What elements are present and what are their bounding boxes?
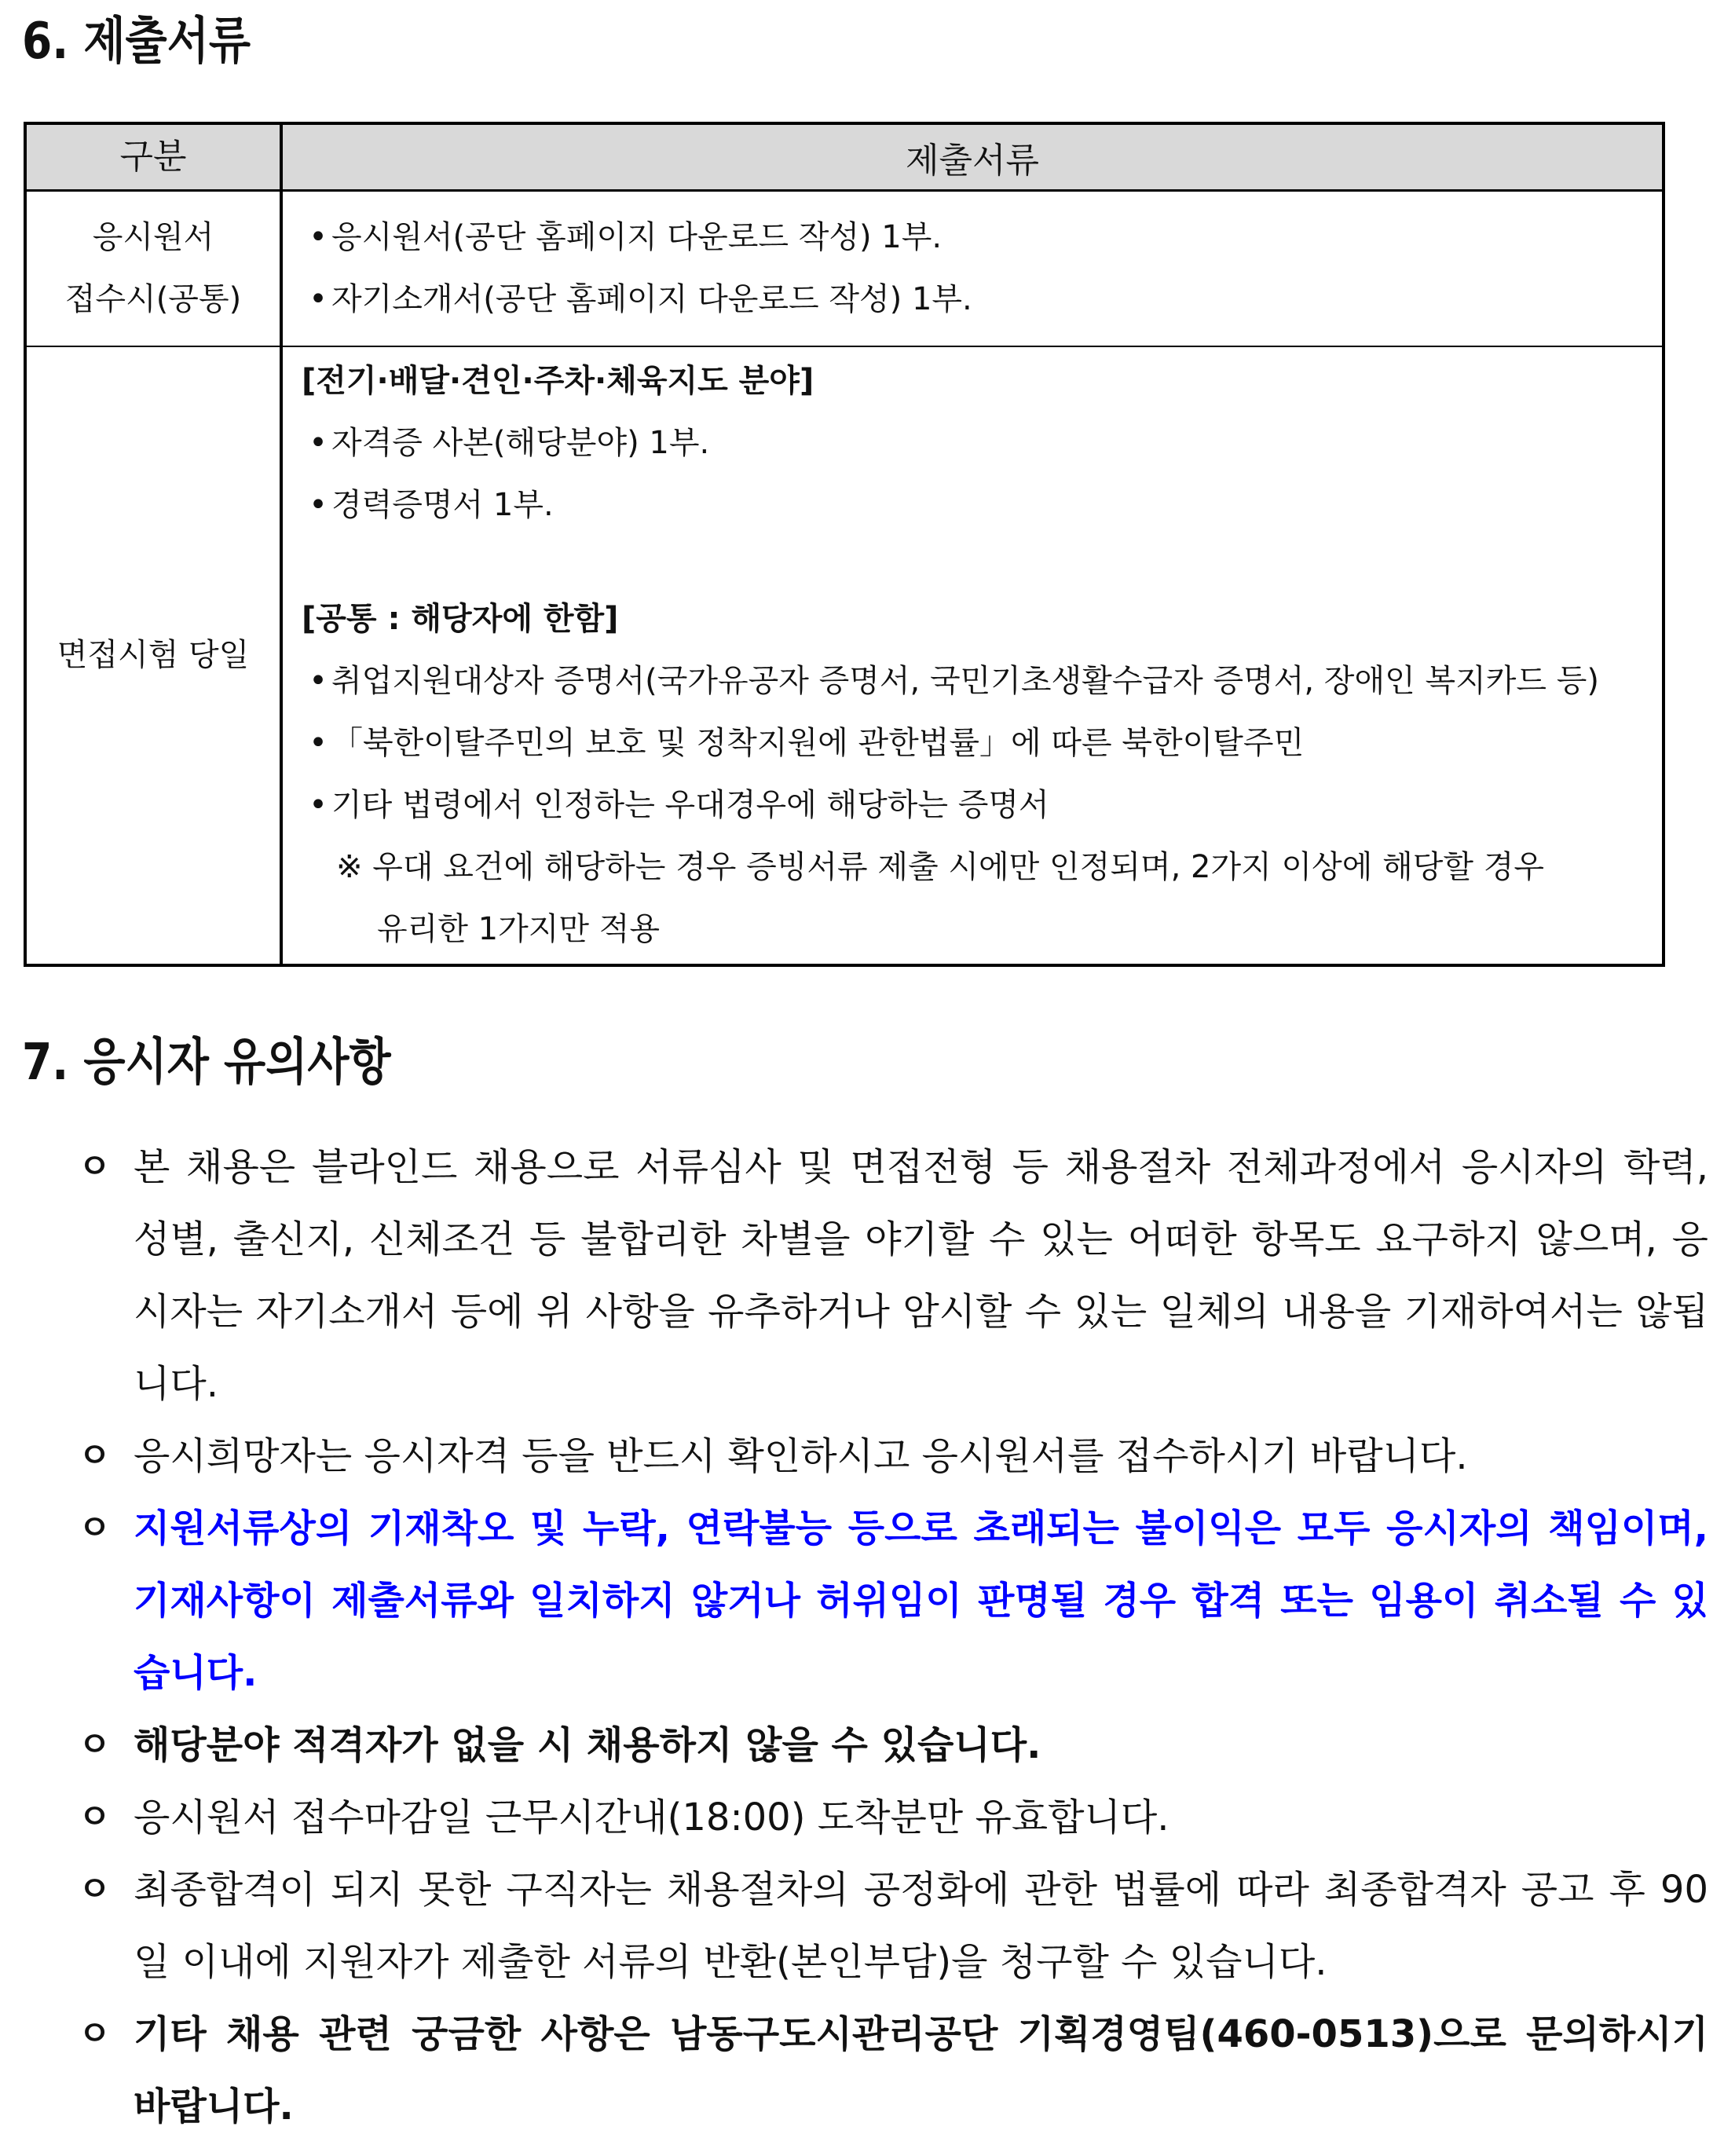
table-header-row [25, 123, 1664, 191]
list-item: • 기타 법령에서 인정하는 우대경우에 해당하는 증명서 [302, 774, 1662, 836]
group2-title: [공통 : 해당자에 한함] [302, 600, 619, 637]
list-item: • 경력증명서 1부. [302, 474, 1662, 536]
list-item [75, 1492, 1708, 1709]
row1-category-line1: 응시원서 [92, 218, 214, 255]
note-text: 응시희망자는 응시자격 등을 반드시 확인하시고 응시원서를 접수하시기 바랍니다. [134, 1434, 1468, 1478]
circle-bullet: ㅇ [78, 1797, 112, 1837]
list-item [75, 1854, 1708, 1998]
table-row [25, 191, 1664, 346]
list-item [75, 1781, 1708, 1854]
applicant-notes-list [75, 1131, 1708, 2143]
list-item [75, 1420, 1708, 1492]
circle-bullet: ㅇ [78, 1508, 112, 1548]
preference-note: ※ 우대 요건에 해당하는 경우 증빙서류 제출 시에만 인정되며, 2가지 이상에 해당할 경우 [336, 848, 1545, 885]
header-category: 구분 [25, 123, 281, 191]
row2-category: 면접시험 당일 [25, 346, 281, 965]
row1-documents [281, 191, 1664, 346]
table-row [25, 346, 1664, 965]
list-item [75, 1998, 1708, 2143]
note-text: 해당분야 적격자가 없을 시 채용하지 않을 수 있습니다. [134, 1723, 1041, 1767]
list-item: • 「북한이탈주민의 보호 및 정착지원에 관한법률」에 따른 북한이탈주민 [302, 712, 1662, 774]
list-item: • 응시원서(공단 홈페이지 다운로드 작성) 1부. [302, 207, 1662, 269]
circle-bullet: ㅇ [78, 1869, 112, 1909]
note-text: 응시원서 접수마감일 근무시간내(18:00) 도착분만 유효합니다. [134, 1795, 1169, 1839]
list-item [75, 1709, 1708, 1781]
note-text: 본 채용은 블라인드 채용으로 서류심사 및 면접전형 등 채용절차 전체과정에서 응시자의 학력, 성별, 출신지, 신체조건 등 불합리한 차별을 야기할 수 있는 어떠한 항목도 요구하지 않으며, 응시자는 자기소개서 등에 위 사항을 유추하거나 암시할 수 있는 일체의 내용을 기재하여서는 않됩니다. [134, 1145, 1708, 1406]
header-documents: 제출서류 [281, 123, 1664, 191]
note-text: 최종합격이 되지 못한 구직자는 채용절차의 공정화에 관한 법률에 따라 최종합격자 공고 후 90일 이내에 지원자가 제출한 서류의 반환(본인부담)을 청구할 수 있습니다. [134, 1868, 1708, 1984]
note-text: 지원서류상의 기재착오 및 누락, 연락불능 등으로 초래되는 불이익은 모두 응시자의 책임이며, 기재사항이 제출서류와 일치하지 않거나 허위임이 판명될 경우 합격 또는 임용이 취소될 수 있습니다. [134, 1506, 1708, 1695]
list-item: • 자기소개서(공단 홈페이지 다운로드 작성) 1부. [302, 269, 1662, 331]
preference-note-continued: 유리한 1가지만 적용 [377, 910, 660, 947]
list-item: • 취업지원대상자 증명서(국가유공자 증명서, 국민기초생활수급자 증명서, 장애인 복지카드 등) [302, 650, 1662, 712]
list-item: • 자격증 사본(해당분야) 1부. [302, 412, 1662, 474]
row1-category-line2: 접수시(공통) [64, 280, 242, 317]
group1-title: [전기·배달·견인·주차·체육지도 분야] [302, 362, 814, 399]
section-7-title: 7. 응시자 유의사항 [22, 1034, 391, 1092]
circle-bullet: ㅇ [78, 2014, 112, 2054]
circle-bullet: ㅇ [78, 1147, 112, 1187]
circle-bullet: ㅇ [78, 1725, 112, 1765]
row1-category [25, 191, 281, 346]
section-6-title: 6. 제출서류 [22, 13, 251, 71]
spacer [302, 536, 1662, 588]
list-item [75, 1131, 1708, 1420]
row2-documents [281, 346, 1664, 965]
submission-documents-table [24, 122, 1665, 967]
note-text: 기타 채용 관련 궁금한 사항은 남동구도시관리공단 기획경영팀(460-0513)으로 문의하시기 바랍니다. [134, 2012, 1708, 2129]
circle-bullet: ㅇ [78, 1436, 112, 1476]
